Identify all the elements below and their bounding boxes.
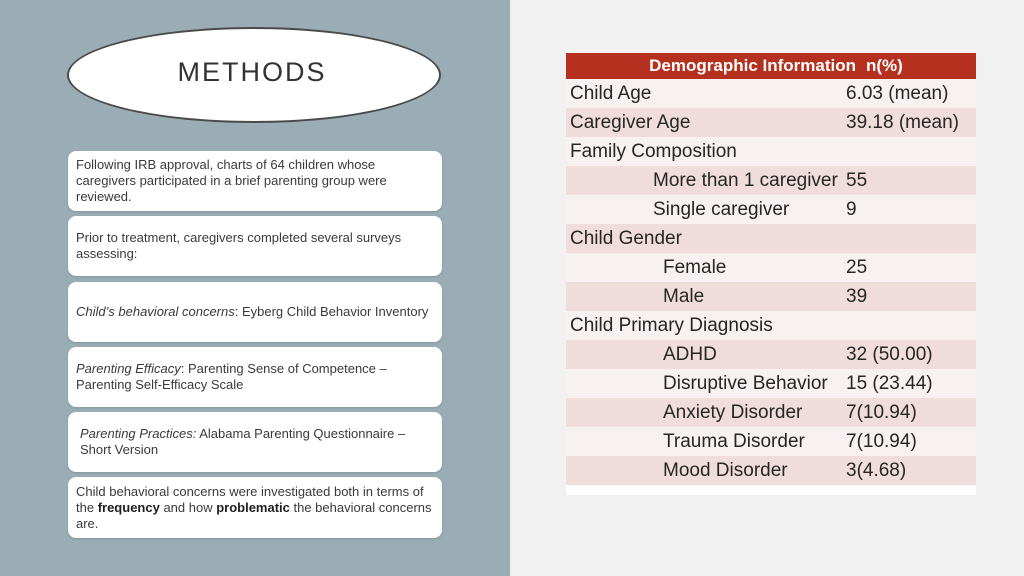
row-value: 32 (50.00) [846, 343, 933, 365]
row-label: Trauma Disorder [663, 430, 805, 452]
method-box-behavioral [68, 282, 442, 342]
method-box-efficacy-text [76, 361, 434, 393]
row-value: 9 [846, 198, 857, 220]
behavioral-label: Child’s behavioral concerns [76, 304, 235, 319]
row-value: 15 (23.44) [846, 372, 933, 394]
table-header [566, 53, 976, 79]
method-box-practices-text [76, 426, 434, 458]
row-label: Female [663, 256, 727, 278]
row-value: 55 [846, 169, 868, 191]
row-label: Child Age [570, 82, 652, 104]
frequency-pre: Child behavioral concerns were investigated both in terms of the [76, 483, 424, 515]
row-label: Male [663, 285, 705, 307]
table-header-title: Demographic Information [649, 56, 857, 75]
row-value: 7(10.94) [846, 430, 917, 452]
row-label: Family Composition [570, 140, 737, 162]
row-label: Child Gender [570, 227, 682, 249]
method-box-efficacy [68, 347, 442, 407]
page-title: METHODS [177, 56, 327, 87]
table-row [566, 224, 976, 253]
frequency-post: the behavioral concerns are. [76, 499, 432, 531]
row-label: Child Primary Diagnosis [570, 314, 773, 336]
row-value: 6.03 (mean) [846, 82, 949, 104]
practices-label: Parenting Practices: [80, 426, 197, 441]
method-box-frequency-text [76, 484, 434, 532]
row-label: ADHD [663, 343, 717, 365]
row-value: 39 [846, 285, 868, 307]
table-row [566, 282, 976, 311]
efficacy-desc: : Parenting Sense of Competence – Parenting Self-Efficacy Scale [76, 361, 387, 392]
practices-desc: Alabama Parenting Questionnaire – Short Version [80, 426, 406, 457]
frequency-mid: and how [159, 499, 217, 515]
table-header-unit: n(%) [866, 56, 903, 75]
table-row [566, 427, 976, 456]
table-row [566, 79, 976, 108]
row-label: Disruptive Behavior [663, 372, 828, 394]
table-row [566, 398, 976, 427]
table-row [566, 340, 976, 369]
method-box-surveys-text: Prior to treatment, caregivers completed several surveys assessing: [76, 230, 402, 261]
row-label: Anxiety Disorder [663, 401, 803, 423]
table-row [566, 369, 976, 398]
table-row [566, 195, 976, 224]
method-box-frequency [68, 477, 442, 538]
behavioral-desc: : Eyberg Child Behavior Inventory [234, 304, 429, 319]
method-box-surveys [68, 216, 442, 276]
row-label: More than 1 caregiver [653, 169, 838, 191]
row-value: 7(10.94) [846, 401, 917, 423]
method-box-irb [68, 151, 442, 211]
table-row [566, 456, 976, 485]
row-label: Caregiver Age [570, 111, 691, 133]
title-oval [67, 27, 441, 123]
frequency-bold: frequency [97, 499, 160, 515]
table-row [566, 137, 976, 166]
row-value: 39.18 (mean) [846, 111, 960, 133]
method-box-behavioral-text [76, 304, 434, 320]
demographic-table [566, 53, 976, 495]
table-row [566, 166, 976, 195]
table-row [566, 253, 976, 282]
method-box-practices [68, 412, 442, 472]
row-value: 25 [846, 256, 868, 278]
table-row [566, 311, 976, 340]
problematic-bold: problematic [216, 499, 290, 515]
row-label: Single caregiver [653, 198, 790, 220]
method-box-irb-text: Following IRB approval, charts of 64 children whose caregivers participated in a brief parenting group were reviewed. [76, 157, 387, 204]
row-label: Mood Disorder [663, 459, 788, 481]
efficacy-label: Parenting Efficacy [76, 361, 181, 376]
table-row [566, 108, 976, 137]
row-value: 3(4.68) [846, 459, 907, 481]
